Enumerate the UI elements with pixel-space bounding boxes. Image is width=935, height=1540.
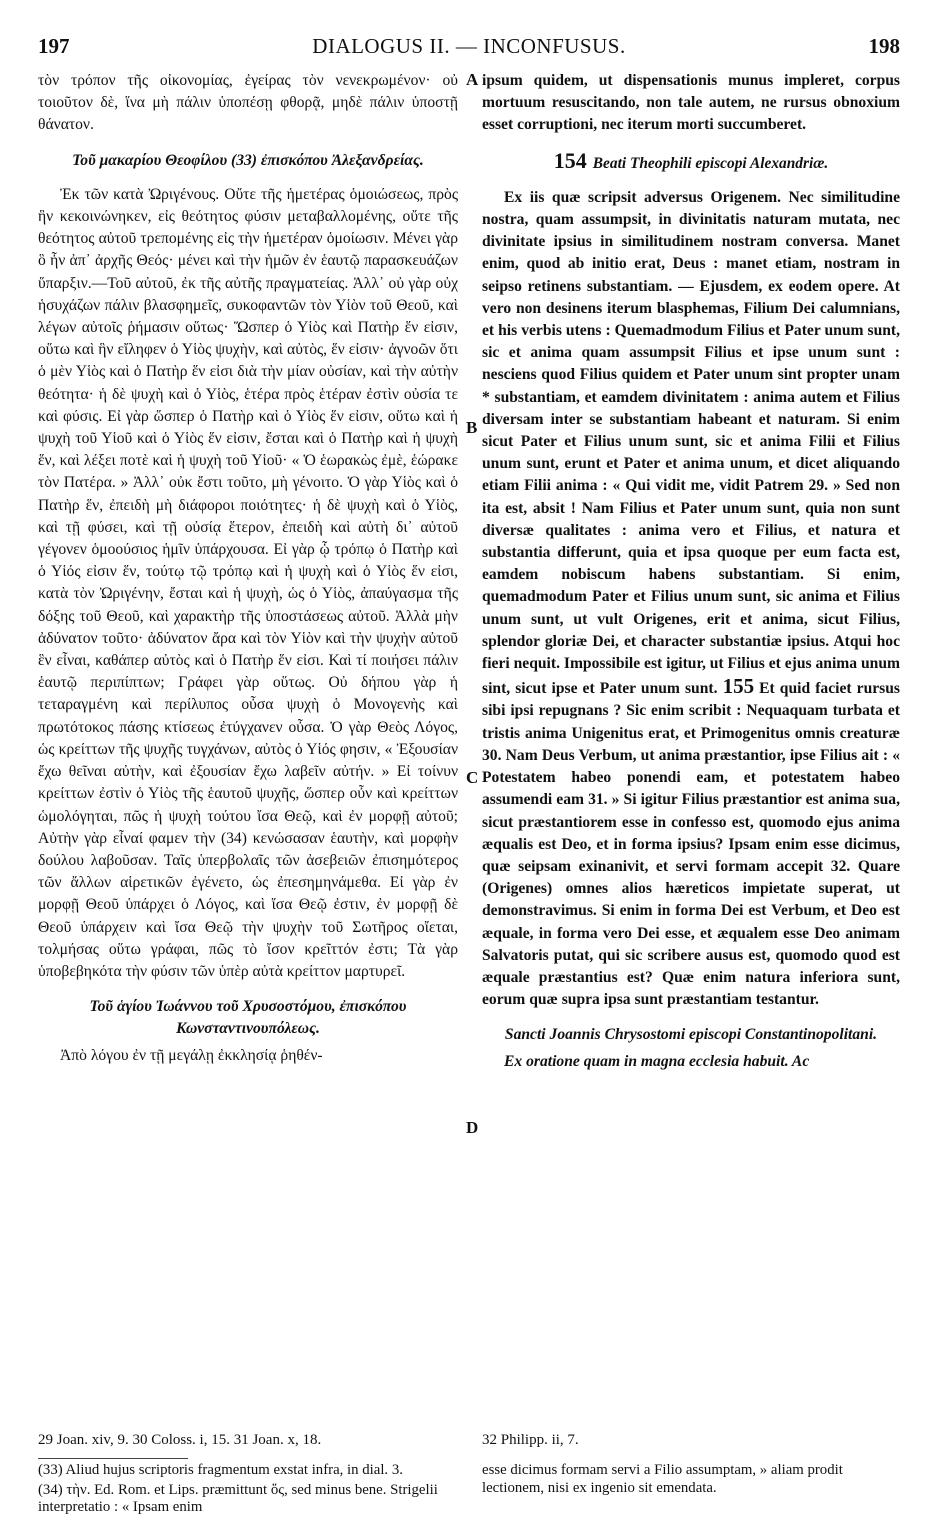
greek-column	[38, 70, 458, 1067]
latin-paragraph-part-b: Et quid faciet rursus sibi ipsi repugnans ? Sic enim scribit : Nequaquam turbata et tristis anima Unigenitus erat, et Primogenitus omnis creaturæ 30. Nam Deus Verbum, ut anima præstantior, ipse Filius ait : « Potestatem habeo ponendi eam, et potestatem habeo assumendi eam 31. » Si igitur Filius præstantior est anima sua, sicut præstantiorem esse in confesso est, quomodo ejus anima æqualis est Deo, et in forma ipsius? Ipsam enim esse dicimus, quæ seipsam exinanivit, et servi formam accepit 32. Quare (Origenes) omnes alios hæreticos impietate superat, ut demonstravimus. Si enim in forma Dei est Verbum, et Deo est æquale, in forma vero Dei esse, et æqualem esse Deo animam Salvatoris putat, qui sic scribere ausus est, quomodo quod est æquale præstantius est? Quæ enim natura inferiora sunt, eorum quæ supra ipsa sunt præstantiam testantur.	[482, 680, 900, 1009]
greek-heading-chrysostom: Τοῦ ἁγίου Ἰωάννου τοῦ Χρυσοστόμου, ἐπισκόπου Κωνσταντινουπόλεως.	[89, 998, 407, 1038]
scripture-footnotes-right: 32 Philipp. ii, 7.	[482, 1432, 579, 1448]
margin-letter-b: B	[466, 418, 478, 437]
greek-subline: Ἀπὸ λόγου ἐν τῇ μεγάλῃ ἐκκλησίᾳ ῥηθέν-	[60, 1046, 323, 1064]
latin-column	[482, 70, 900, 1073]
scripture-footnotes-left: 29 Joan. xiv, 9. 30 Coloss. i, 15. 31 Joan. x, 18.	[38, 1432, 322, 1448]
latin-continuation: ipsum quidem, ut dispensationis munus impleret, corpus mortuum resuscitando, non tale autem, ne rursus obnoxium esset corruptioni, nec iterum morti succumberet.	[482, 72, 900, 134]
greek-continuation: τὸν τρόπον τῆς οἰκονομίας, ἐγείρας τὸν νενεκρωμένον· οὐ τοιοῦτον δὲ, ἵνα μὴ πάλιν ὑποπέσῃ φθορᾷ, μηδὲ πάλιν ὑποστῇ θάνατον.	[38, 72, 458, 134]
column-number-155: 155	[722, 674, 755, 699]
margin-letter-c: C	[466, 768, 479, 787]
latin-heading-chrysostom: Sancti Joannis Chrysostomi episcopi Constantinopolitani.	[504, 1026, 878, 1044]
footnote-divider	[38, 1458, 188, 1459]
editor-notes-right	[482, 1462, 900, 1499]
margin-letter-a: A	[466, 70, 479, 89]
latin-heading-text: Beati Theophili episcopi Alexandriæ.	[592, 154, 829, 172]
column-number-154: 154	[553, 147, 587, 173]
greek-heading-theophilus: Τοῦ μακαρίου Θεοφίλου (33) ἐπισκόπου Ἀλεξανδρείας.	[72, 151, 424, 169]
note-34-continuation: esse dicimus formam servi a Filio assumptam, » aliam prodit lectionem, nisi ex ingenio sit emendata.	[482, 1462, 843, 1496]
note-34: (34) τὴν. Ed. Rom. et Lips. præmittunt ὅς, sed minus bene. Strigelii interpretatio : « Ipsam enim	[38, 1481, 438, 1515]
running-header	[38, 34, 900, 64]
note-33: (33) Aliud hujus scriptoris fragmentum exstat infra, in dial. 3.	[38, 1462, 403, 1478]
latin-paragraph-part-a: Ex iis quæ scripsit adversus Origenem. Nec similitudine nostra, quam assumpsit, in divinitatis naturam mutata, nec divinitate ipsius in similitudinem nostram conversa. Manet enim, quod ab initio erat, Deus : manet etiam, nostram in seipso retinens substantiam. — Ejusdem, ex eodem opere. At vero non desinens iterum blasphemas, Filium Dei calumnians, et his verbis utens : Quemadmodum Filius et Pater unum sunt, sic et anima quam assumpsit Filius et ipse unum sunt : nesciens quod Filius quidem et Pater unum sint propter unam * substantiam, et eamdem divinitatem : anima autem et Filius diversam inter se substantiam habeant et naturam. Si enim sicut Pater et Filius unum sunt, sic et anima Filii et Filius unum sunt, erunt et Pater et anima unum, et dicet aliquando etiam Filii anima : « Qui vidit me, vidit Patrem 29. » Sed non ita est, absit ! Nam Filius et Pater unum sunt, quia non sunt diversæ qualitates : anima vero et Filius, et natura et substantia differunt, quia et ipsa quoque per eum facta est, eamdem nobiscum habens substantiam. Si enim, quemadmodum Pater et Filius unum sunt, sic anima et Filius unum sunt, ut vult Origenes, erit et anima, sicut Filius, splendor gloriæ Dei, et character substantiæ ipsius. Atqui hoc fieri nequit. Impossibile est igitur, ut Filius et ejus anima unum sint, sicut ipse et Pater unum sunt.	[482, 188, 900, 698]
latin-heading-theophilus	[482, 147, 900, 175]
latin-subline: Ex oratione quam in magna ecclesia habuit. Ac	[504, 1052, 810, 1070]
margin-letter-d: D	[466, 1118, 479, 1137]
page-number-left: 197	[38, 34, 70, 58]
running-title: DIALOGUS II. — INCONFUSUS.	[312, 34, 626, 58]
editor-notes-left	[38, 1462, 458, 1519]
page-number-right: 198	[868, 34, 900, 58]
greek-paragraph-theophilus: Ἐκ τῶν κατὰ Ὠριγένους. Οὔτε τῆς ἡμετέρας ὁμοιώσεως, πρὸς ἣν κεκοινώνηκεν, εἰς θεότητος φύσιν μεταβαλλομένης, οὔτε τῆς θεότητος αὐτοῦ τρεπομένης εἰς τὴν ἡμετέραν ὁμοίωσιν. Μένει γὰρ ὃ ἦν ἀπ᾿ ἀρχῆς Θεός· μένει καὶ τὴν ἡμῶν ἐν ἑαυτῷ παρασκευάζων ὕπαρξιν.—Τοῦ αὐτοῦ, ἐκ τῆς αὐτῆς πραγματείας. Ἀλλ᾿ οὐ γὰρ οὐχ ἡσυχάζων πάλιν βλασφημεῖς, συκοφαντῶν τὸν Υἱὸν τοῦ Θεοῦ, καὶ λέγων αὐτοῖς ῥήμασιν οὕτως· Ὥσπερ ὁ Υἱὸς καὶ Πατὴρ ἕν εἰσιν, οὕτω καὶ ἣν εἴληφεν ὁ Υἱὸς ψυχὴν, καὶ αὐτὸς, ἕν εἰσιν· ἀγνοῶν ὅτι ὁ μὲν Υἱὸς καὶ ὁ Πατὴρ ἕν εἰσι διὰ τὴν μίαν οὐσίαν, καὶ τὴν αὐτὴν θεότητα· ἡ δὲ ψυχὴ καὶ ὁ Υἱὸς, ἑτέρα πρὸς ἑτέραν ἐστὶν οὐσία τε καὶ φύσις. Εἰ γὰρ ὥσπερ ὁ Πατὴρ καὶ ὁ Υἱὸς ἕν εἰσιν, οὕτω καὶ ἡ ψυχὴ τοῦ Υἱοῦ καὶ ὁ Υἱὸς ἕν εἰσιν, ἔσται καὶ ὁ Πατὴρ καὶ ἡ ψυχὴ ἕν, καὶ λέξει ποτὲ καὶ ἡ ψυχὴ τοῦ Υἱοῦ· « Ὁ ἑωρακὼς ἐμὲ, ἑώρακε τὸν Πατέρα. » Ἀλλ᾿ οὐκ ἔστι τοῦτο, μὴ γένοιτο. Ὁ γὰρ Υἱὸς καὶ ὁ Πατὴρ ἕν, ἐπειδὴ μὴ διάφοροι ποιότητες· ἡ δὲ ψυχὴ καὶ ὁ Υἱὸς, καὶ τῇ φύσει, καὶ τῇ οὐσίᾳ ἕτερον, ἐπειδὴ καὶ αὐτὴ δι᾿ αὐτοῦ γέγονεν ὁμοούσιος ἡμῖν ὑπάρχουσα. Εἰ γὰρ ᾧ τρόπῳ ὁ Πατὴρ καὶ ὁ Υἱός εἰσιν ἕν, τούτῳ τῷ τρόπῳ καὶ ἡ ψυχὴ καὶ ὁ Υἱὸς ἕν εἰσι, κατὰ τὸν Ὠριγένην, ἔσται καὶ ἡ ψυχὴ, ὡς ὁ Υἱὸς, ἀπαύγασμα τῆς δόξης τοῦ Θεοῦ, καὶ χαρακτὴρ τῆς ὑποστάσεως αὐτοῦ. Ἀλλὰ μὴν ἀδύνατον τοῦτο· ἀδύνατον ἄρα καὶ τὸν Υἱὸν καὶ τὴν ψυχὴν αὐτοῦ ἓν εἶναι, καθάπερ αὐτὸς καὶ ὁ Πατὴρ ἕν εἰσι. Καὶ τί ποιήσει πάλιν ἑαυτῷ περιπίπτων; Γράφει γὰρ οὕτως. Οὐ δήπου γὰρ ἡ τεταραγμένη καὶ περίλυπος οὖσα ψυχὴ ὁ Μονογενὴς καὶ πρωτότοκος πάσης κτίσεως ἐτύγχανεν οὖσα. Ὁ γὰρ Θεὸς Λόγος, ὡς κρείττων τῆς ψυχῆς τυγχάνων, αὐτὸς ὁ Υἱός φησιν, « Ἐξουσίαν ἔχω θεῖναι αὐτὴν, καὶ ἐξουσίαν ἔχω λαβεῖν αὐτήν. » Εἰ τοίνυν κρείττων ἐστὶν ὁ Υἱὸς τῆς ἑαυτοῦ ψυχῆς, ὥσπερ οὖν καὶ κρείττων ὡμολόγηται, πῶς ἡ ψυχὴ τούτου ἴσα Θεῷ, καὶ ἐν μορφῇ αὐτοῦ; Αὐτὴν γὰρ εἶναί φαμεν τὴν (34) κενώσασαν ἑαυτὴν, καὶ μορφὴν δούλου λαβοῦσαν. Ταῖς ὑπερβολαῖς τῶν ἀσεβειῶν ἐπισημότερος τῶν ἄλλων αἱρετικῶν ἐγένετο, ὡς ἐπεσημηνάμεθα. Εἰ γὰρ ἐν μορφῇ Θεοῦ ὑπάρχει ὁ Λόγος, καὶ ἴσα Θεῷ ἐστιν, ἐν μορφῇ δὲ Θεοῦ ὑπάρχειν καὶ ἴσα Θεῷ τὴν ψυχὴν τοῦ Σωτῆρος οἴεται, τολμήσας οὕτω γράφαι, πῶς τὸ ἴσον κρεῖττόν ἐστι; Τὰ γὰρ ὑποβεβηκότα τὴν φύσιν τῶν ὑπὲρ αὐτὰ κρείττον μαρτυρεῖ.	[38, 185, 458, 980]
latin-paragraph-theophilus	[482, 187, 900, 1012]
